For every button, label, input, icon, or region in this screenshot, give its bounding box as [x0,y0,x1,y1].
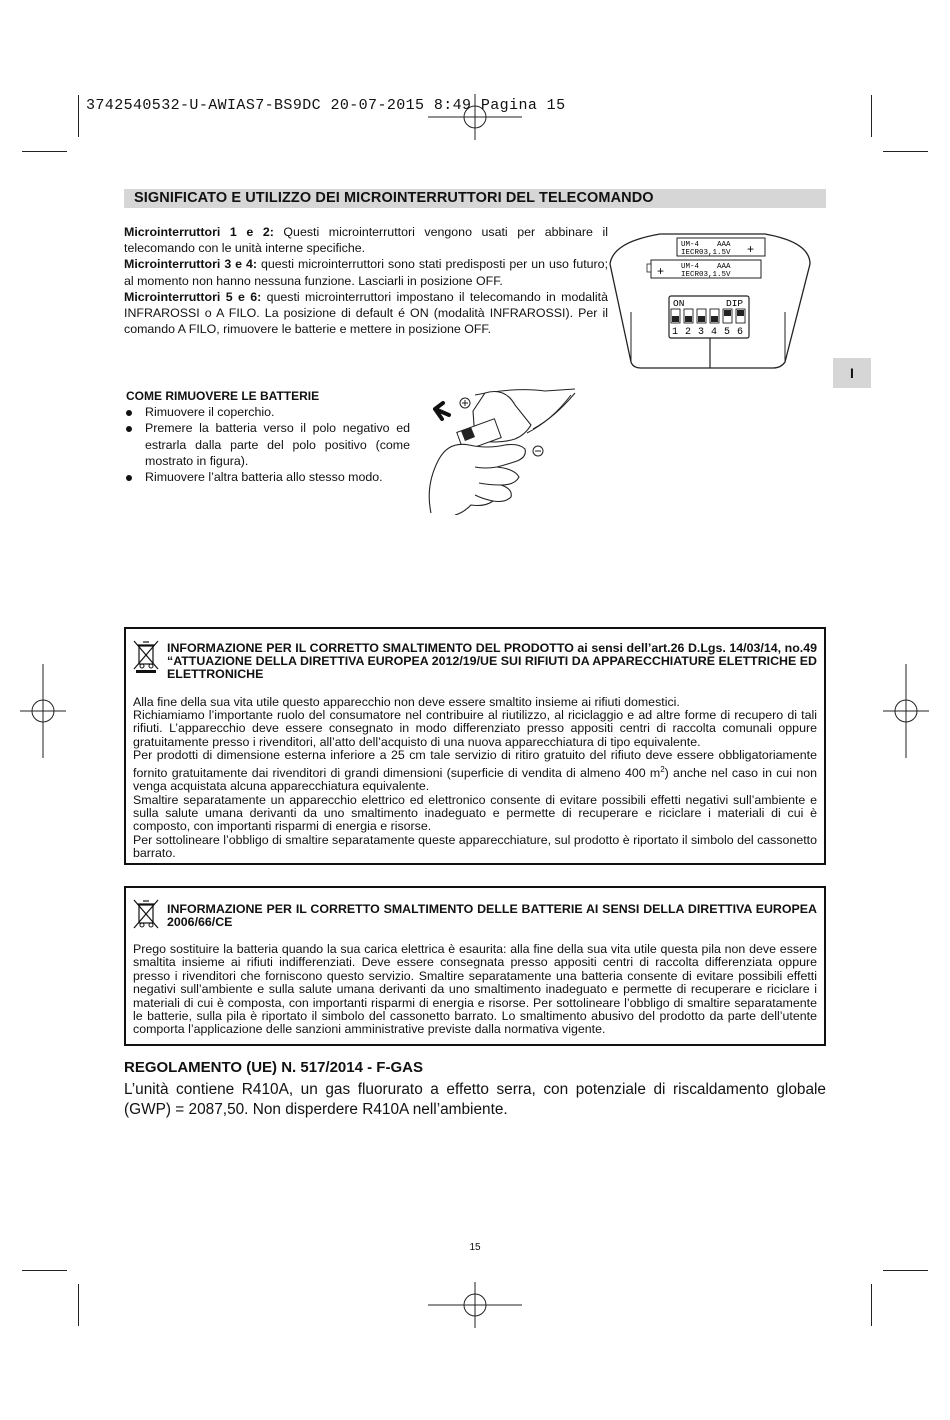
dip-number: 6 [737,327,744,338]
battery-2-size: AAA [717,263,731,271]
crop-mark [78,1284,79,1326]
crop-mark [883,1270,928,1271]
microswitch-description [124,224,608,337]
page-number: 15 [469,1242,481,1253]
paragraph: Smaltire separatamente un apparecchio elettrico ed elettronico consente di evitare possibili effetti negativi sull’ambiente e sulla salute umana derivanti da uno smaltimento inadeguato e permette di recuperare e riciclare i materiali di cui è composto, con importanti risparmi di energia e risorse. [133,792,817,834]
battery-removal-steps [126,404,410,485]
list-item: Rimuovere l’altra batteria allo stesso modo. [126,469,410,485]
dip-number: 2 [685,327,692,338]
weee-disposal-box [124,627,826,865]
battery-2-spec: IECR03,1.5V [681,271,731,279]
switch-text: questi microinterruttori impostano il telecomando in modalità INFRAROSSI o A FILO. La posizione di default é ON (modalità INFRAROSSI). Per il comando A FILO, rimuovere le batterie e mettere in posizione OFF. [124,289,609,337]
dip-number: 1 [672,327,679,338]
battery-1-spec: IECR03,1.5V [681,249,731,257]
dip-number: 3 [698,327,705,338]
language-tab: I [833,358,871,388]
dip-number: 5 [724,327,731,338]
crop-mark [78,95,79,137]
dip-switch-bank [671,309,745,323]
paragraph-part: ) anche nel caso in cui non venga acquistata alcuna apparecchiatura equivalente. [133,765,817,794]
box-header [133,635,817,682]
crossed-bin-icon [133,898,159,932]
switch-label: Microinterruttori 5 e 6: [124,289,262,304]
battery-removal-section [126,388,410,485]
fgas-text: L’unità contiene R410A, un gas fluorurato a effetto serra, con potenziale di riscaldamento globale (GWP) = 2087,50. Non disperdere R410A nell’ambiente. [124,1081,826,1118]
weee-box-title: INFORMAZIONE PER IL CORRETTO SMALTIMENTO DEL PRODOTTO ai sensi dell’art.26 D.Lgs. 14/03/14, no.49 “ATTUAZIONE DELLA DIRETTIVA EUROPEA 2012/19/UE SUI RIFIUTI DA APPARECCHIATURE ELETTRICHE ED ELETTRONICHE [167,641,817,682]
switch-item [124,289,608,338]
battery-1-plus: + [747,242,755,256]
battery-2-type: UM-4 [681,263,700,271]
paragraph: Richiamiamo l’importante ruolo del consumatore nel contribuire al riutilizzo, al riciclaggio e ad altre forme di recupero di tali rifiuti. L’apparecchio deve essere consegnato in modo differenziato presso appositi centri di raccolta comunali oppure gratuitamente presso i rivenditori, all’atto dell’acquisto di una nuova apparecchiatura di tipo equivalente. [133,708,817,749]
switch-text: Questi microinterruttori vengono usati per abbinare il telecomando con le unità interne specifiche. [124,225,609,256]
dip-number: 4 [711,327,718,338]
switch-label: Microinterruttori 3 e 4: [124,257,258,272]
switch-item [124,224,608,256]
battery-2-plus: + [657,264,665,278]
print-header: 3742540532-U-AWIAS7-BS9DC 20-07-2015 8:49 Pagina 15 [86,97,566,114]
battery-removal-title: COME RIMUOVERE LE BATTERIE [126,389,320,403]
list-item: Premere la batteria verso il polo negativo ed estrarla dalla parte del polo positivo (come mostrato in figura). [126,420,410,469]
paragraph: Alla fine della sua vita utile questo apparecchio non deve essere smaltito insieme ai rifiuti domestici. [133,694,680,709]
switch-item [124,256,608,288]
dip-on-label: ON [673,298,685,309]
battery-disposal-box [124,886,826,1046]
dip-label: DIP [726,298,744,309]
remote-battery-compartment-figure [605,222,815,374]
paragraph-part: Per prodotti di dimensione esterna inferiore a 25 cm tale servizio di ritiro gratuito del rifiuto deve essere obbligatoriamente fornito gratuitamente dai rivenditori di grandi dimensioni (superficie di vendita di almeno 400 m [133,748,817,780]
crop-mark [871,1284,872,1326]
registration-mark-left [20,664,66,758]
registration-mark-bottom [428,1282,522,1328]
paragraph [133,749,817,793]
superscript: 2 [660,764,665,774]
crop-mark [883,151,928,152]
paragraph: Per sottolineare l’obbligo di smaltire separatamente queste apparecchiature, sul prodotto è riportato il simbolo del cassonetto barrato. [133,832,817,861]
weee-box-body [133,696,817,861]
fgas-title: REGOLAMENTO (UE) N. 517/2014 - F-GAS [124,1059,423,1076]
crop-mark [22,151,67,152]
crop-mark [871,95,872,137]
switch-label: Microinterruttori 1 e 2: [124,225,274,239]
crop-mark [22,1270,67,1271]
registration-mark-right [883,664,929,758]
box-header [133,894,817,934]
battery-box-title: INFORMAZIONE PER IL CORRETTO SMALTIMENTO DELLE BATTERIE AI SENSI DELLA DIRETTIVA EUROPEA 2006/66/CE [167,902,817,930]
crossed-bin-icon [133,639,159,673]
battery-1-size: AAA [717,241,731,249]
battery-1-type: UM-4 [681,241,700,249]
switch-text: questi microinterruttori sono stati predisposti per un uso futuro; al momento non hanno nessuna funzione. Lasciarli in posizione OFF. [124,257,609,288]
section-title: SIGNIFICATO E UTILIZZO DEI MICROINTERRUTTORI DEL TELECOMANDO [124,189,826,208]
battery-removal-illustration [415,385,580,515]
battery-box-body: Prego sostituire la batteria quando la sua carica elettrica è esaurita: alla fine della sua vita utile questa pila non deve essere smaltita insieme ai rifiuti indifferenziati. Deve essere consegnata presso appositi centri di raccolta differenziata oppure presso i rivenditori che forniscono questo servizio. Smaltire separatamente una batteria consente di evitare possibili effetti negativi sull’ambiente e sulla salute umana derivanti da uno smaltimento inadeguato e permette di recuperare e riciclare i materiali di cui è composta, con importanti risparmi di energia e risorse. Per sottolineare l’obbligo di smaltire separatamente le batterie, sulla pila è riportato il simbolo del cassonetto barrato. Lo smaltimento abusivo del prodotto da parte dell’utente comporta l’applicazione delle sanzioni amministrative previste dalla normativa vigente. [133,942,817,1037]
list-item: Rimuovere il coperchio. [126,404,410,420]
